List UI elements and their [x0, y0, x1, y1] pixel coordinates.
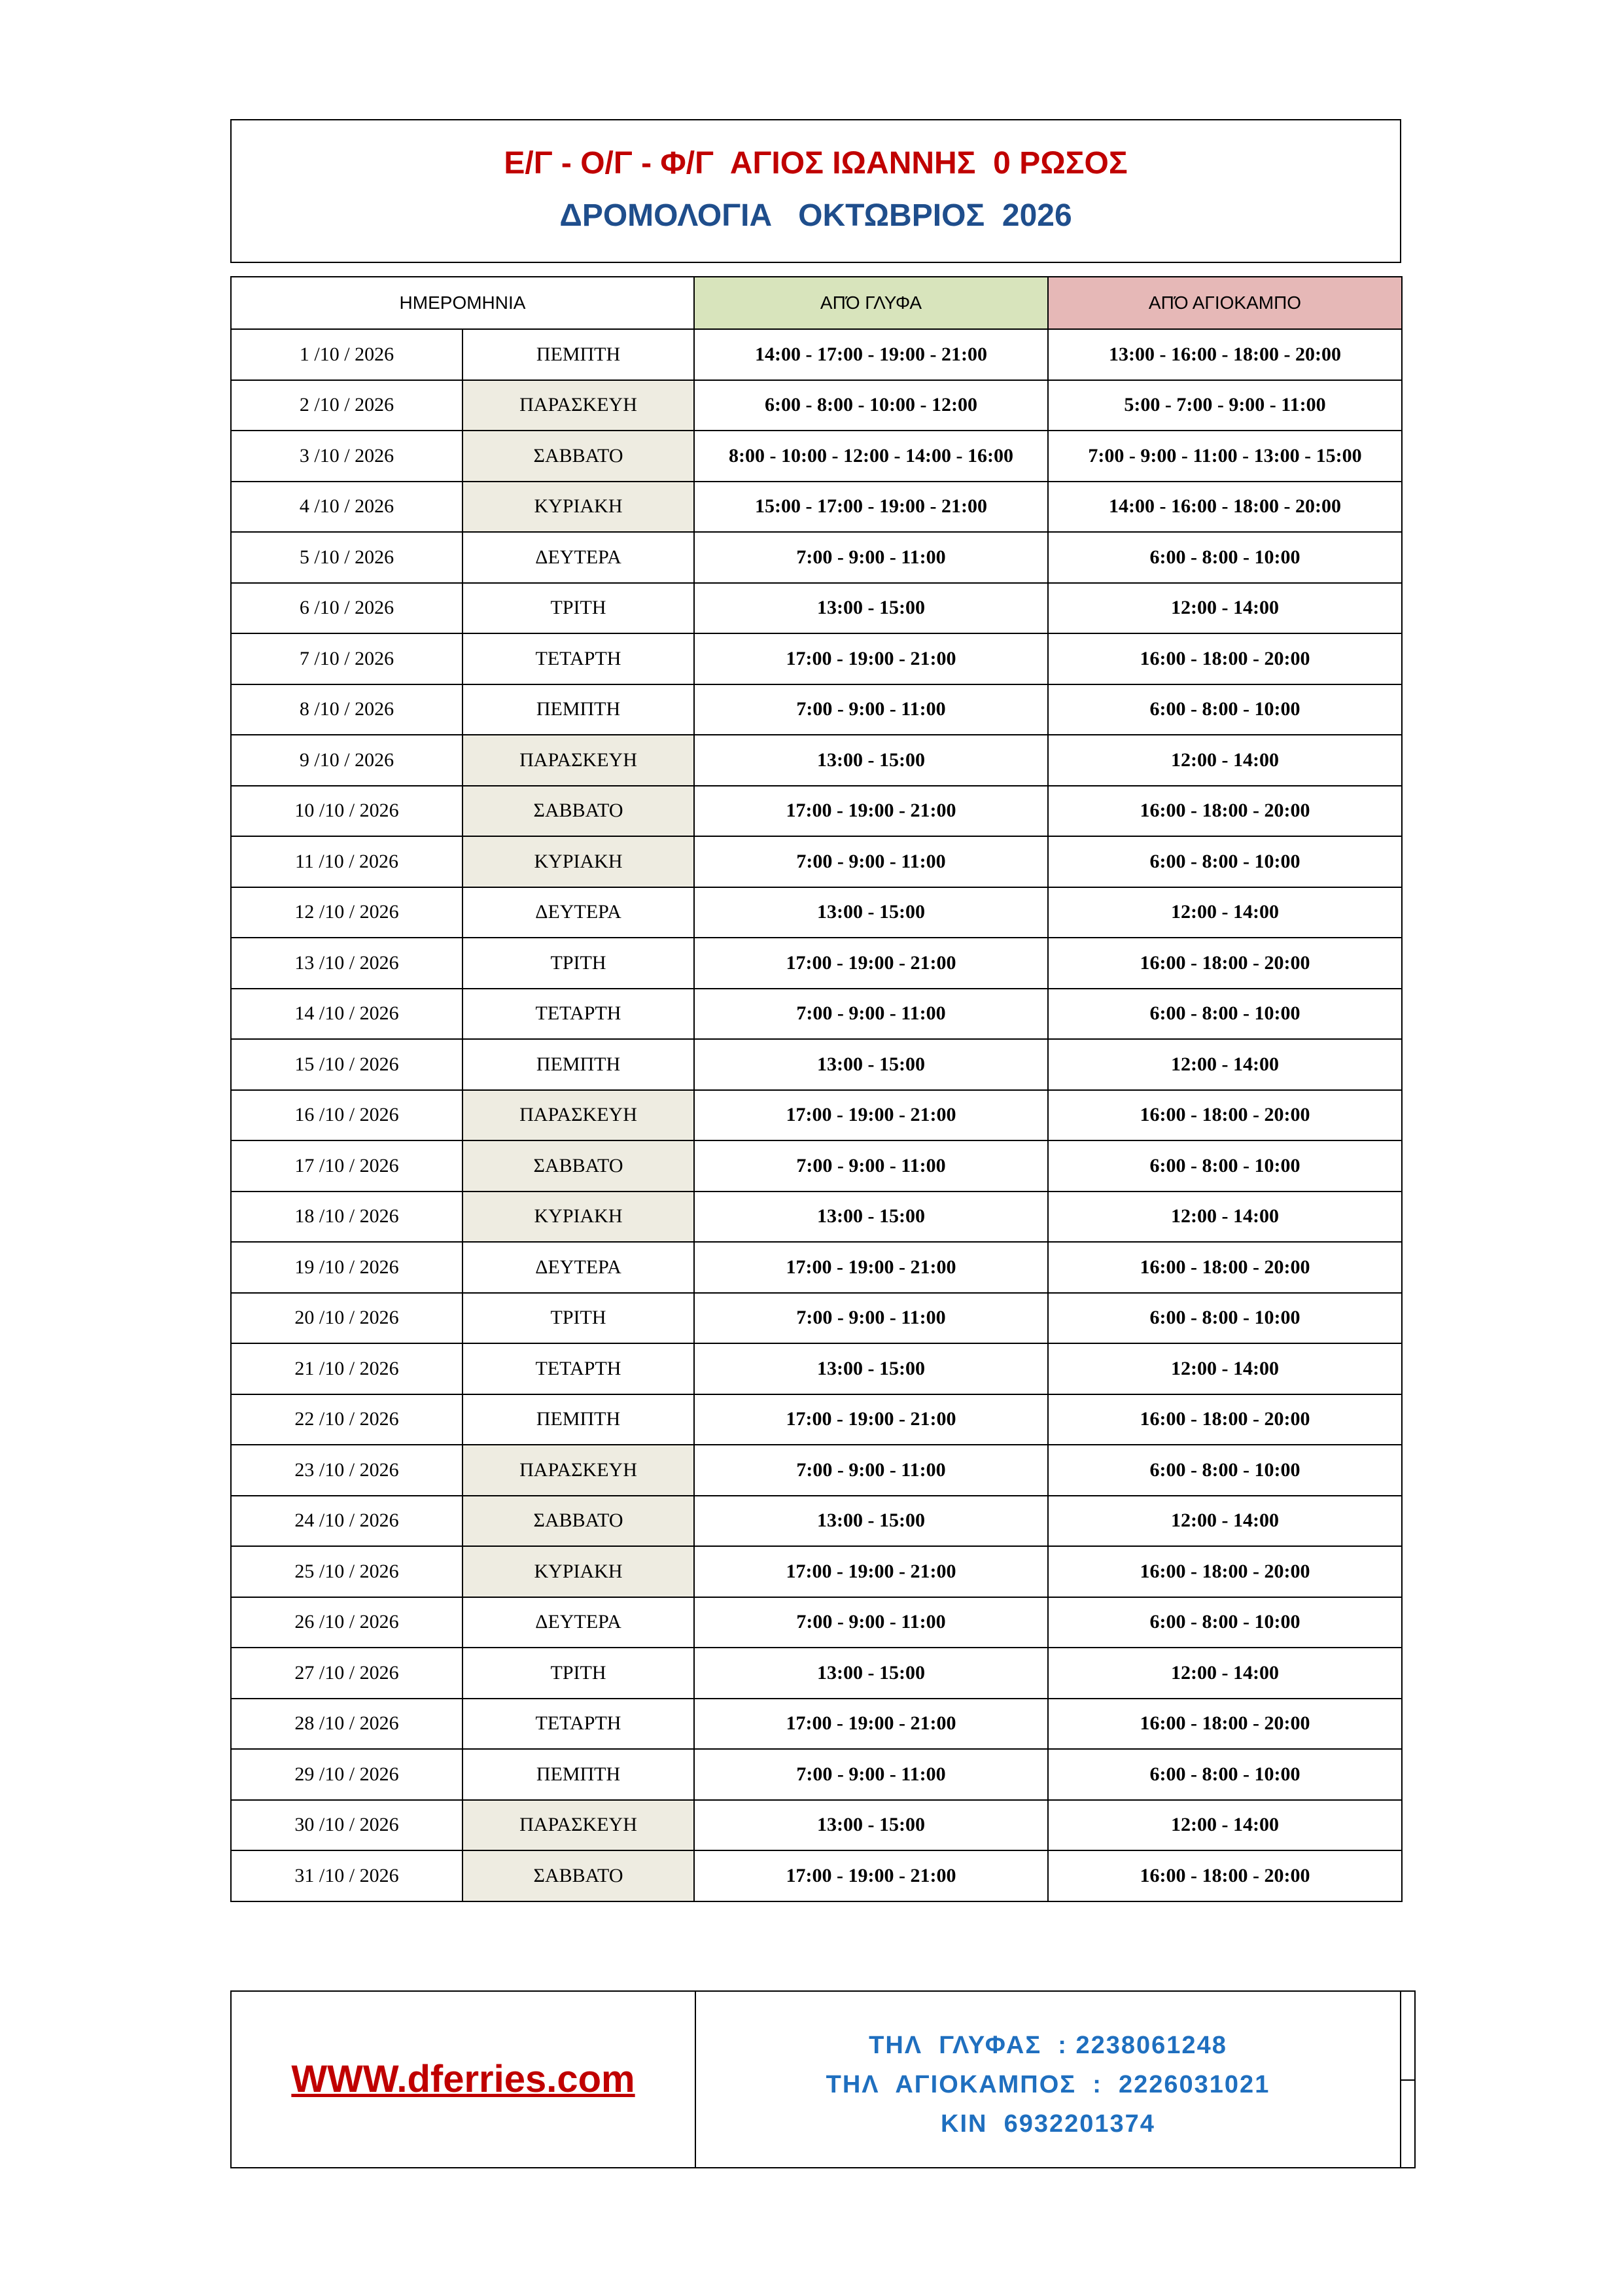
day-cell: ΤΡΙΤΗ — [462, 583, 694, 634]
glyfa-times-cell: 17:00 - 19:00 - 21:00 — [694, 1850, 1048, 1901]
agiokampo-times-cell: 12:00 - 14:00 — [1048, 735, 1402, 786]
date-cell: 7 /10 / 2026 — [231, 633, 462, 684]
day-cell: ΣΑΒΒΑΤΟ — [462, 1850, 694, 1901]
date-cell: 2 /10 / 2026 — [231, 380, 462, 431]
day-cell: ΠΑΡΑΣΚΕΥΗ — [462, 735, 694, 786]
glyfa-times-cell: 7:00 - 9:00 - 11:00 — [694, 1140, 1048, 1192]
glyfa-times-cell: 8:00 - 10:00 - 12:00 - 14:00 - 16:00 — [694, 431, 1048, 482]
agiokampo-times-cell: 12:00 - 14:00 — [1048, 887, 1402, 938]
column-header-from-agiokampo: ΑΠΌ ΑΓΙΟΚΑΜΠΟ — [1048, 277, 1402, 329]
date-cell: 21 /10 / 2026 — [231, 1343, 462, 1394]
day-cell: ΚΥΡΙΑΚΗ — [462, 1192, 694, 1243]
date-cell: 1 /10 / 2026 — [231, 329, 462, 380]
table-row — [231, 989, 1402, 1040]
schedule-body — [231, 329, 1402, 1901]
glyfa-times-cell: 6:00 - 8:00 - 10:00 - 12:00 — [694, 380, 1048, 431]
day-cell: ΤΡΙΤΗ — [462, 938, 694, 989]
date-cell: 19 /10 / 2026 — [231, 1242, 462, 1293]
date-cell: 5 /10 / 2026 — [231, 532, 462, 583]
glyfa-times-cell: 7:00 - 9:00 - 11:00 — [694, 1597, 1048, 1648]
column-header-from-glyfa: ΑΠΌ ΓΛΥΦΑ — [694, 277, 1048, 329]
date-cell: 6 /10 / 2026 — [231, 583, 462, 634]
day-cell: ΣΑΒΒΑΤΟ — [462, 1140, 694, 1192]
agiokampo-times-cell: 6:00 - 8:00 - 10:00 — [1048, 1445, 1402, 1496]
day-cell: ΚΥΡΙΑΚΗ — [462, 482, 694, 533]
date-cell: 14 /10 / 2026 — [231, 989, 462, 1040]
agiokampo-times-cell: 12:00 - 14:00 — [1048, 1496, 1402, 1547]
glyfa-times-cell: 13:00 - 15:00 — [694, 1343, 1048, 1394]
date-cell: 16 /10 / 2026 — [231, 1090, 462, 1141]
table-row — [231, 1039, 1402, 1090]
glyfa-times-cell: 13:00 - 15:00 — [694, 1192, 1048, 1243]
day-cell: ΠΕΜΠΤΗ — [462, 1039, 694, 1090]
glyfa-times-cell: 13:00 - 15:00 — [694, 1496, 1048, 1547]
agiokampo-times-cell: 6:00 - 8:00 - 10:00 — [1048, 532, 1402, 583]
table-row — [231, 1293, 1402, 1344]
date-cell: 9 /10 / 2026 — [231, 735, 462, 786]
agiokampo-times-cell: 6:00 - 8:00 - 10:00 — [1048, 1597, 1402, 1648]
glyfa-times-cell: 17:00 - 19:00 - 21:00 — [694, 1394, 1048, 1445]
date-cell: 27 /10 / 2026 — [231, 1648, 462, 1699]
glyfa-times-cell: 7:00 - 9:00 - 11:00 — [694, 532, 1048, 583]
date-cell: 26 /10 / 2026 — [231, 1597, 462, 1648]
glyfa-times-cell: 17:00 - 19:00 - 21:00 — [694, 1090, 1048, 1141]
date-cell: 8 /10 / 2026 — [231, 684, 462, 735]
agiokampo-times-cell: 5:00 - 7:00 - 9:00 - 11:00 — [1048, 380, 1402, 431]
agiokampo-times-cell: 7:00 - 9:00 - 11:00 - 13:00 - 15:00 — [1048, 431, 1402, 482]
glyfa-times-cell: 7:00 - 9:00 - 11:00 — [694, 989, 1048, 1040]
agiokampo-times-cell: 16:00 - 18:00 - 20:00 — [1048, 1090, 1402, 1141]
agiokampo-times-cell: 16:00 - 18:00 - 20:00 — [1048, 1699, 1402, 1750]
glyfa-times-cell: 15:00 - 17:00 - 19:00 - 21:00 — [694, 482, 1048, 533]
table-row — [231, 836, 1402, 887]
agiokampo-times-cell: 16:00 - 18:00 - 20:00 — [1048, 1850, 1402, 1901]
day-cell: ΠΑΡΑΣΚΕΥΗ — [462, 1445, 694, 1496]
table-row — [231, 1800, 1402, 1851]
contact-info — [696, 2026, 1400, 2144]
footer-side-divider — [1401, 2079, 1416, 2081]
day-cell: ΚΥΡΙΑΚΗ — [462, 836, 694, 887]
day-cell: ΣΑΒΒΑΤΟ — [462, 431, 694, 482]
glyfa-times-cell: 13:00 - 15:00 — [694, 1039, 1048, 1090]
day-cell: ΠΑΡΑΣΚΕΥΗ — [462, 1800, 694, 1851]
agiokampo-times-cell: 14:00 - 16:00 - 18:00 - 20:00 — [1048, 482, 1402, 533]
website-link[interactable]: WWW.dferries.com — [291, 2058, 635, 2100]
date-cell: 29 /10 / 2026 — [231, 1749, 462, 1800]
agiokampo-times-cell: 12:00 - 14:00 — [1048, 1343, 1402, 1394]
date-cell: 18 /10 / 2026 — [231, 1192, 462, 1243]
agiokampo-times-cell: 16:00 - 18:00 - 20:00 — [1048, 1242, 1402, 1293]
day-cell: ΔΕΥΤΕΡΑ — [462, 887, 694, 938]
date-cell: 25 /10 / 2026 — [231, 1546, 462, 1597]
day-cell: ΤΕΤΑΡΤΗ — [462, 633, 694, 684]
table-row — [231, 786, 1402, 837]
date-cell: 31 /10 / 2026 — [231, 1850, 462, 1901]
agiokampo-times-cell: 13:00 - 16:00 - 18:00 - 20:00 — [1048, 329, 1402, 380]
glyfa-times-cell: 14:00 - 17:00 - 19:00 - 21:00 — [694, 329, 1048, 380]
table-row — [231, 633, 1402, 684]
phone-agiokampos: ΤΗΛ ΑΓΙΟΚΑΜΠΟΣ : 2226031021 — [826, 2071, 1270, 2098]
table-row — [231, 1343, 1402, 1394]
day-cell: ΤΡΙΤΗ — [462, 1293, 694, 1344]
table-row — [231, 1445, 1402, 1496]
glyfa-times-cell: 13:00 - 15:00 — [694, 1648, 1048, 1699]
glyfa-times-cell: 17:00 - 19:00 - 21:00 — [694, 786, 1048, 837]
day-cell: ΤΕΤΑΡΤΗ — [462, 1343, 694, 1394]
agiokampo-times-cell: 12:00 - 14:00 — [1048, 1192, 1402, 1243]
glyfa-times-cell: 13:00 - 15:00 — [694, 887, 1048, 938]
agiokampo-times-cell: 16:00 - 18:00 - 20:00 — [1048, 1546, 1402, 1597]
page-subtitle: ΔΡΟΜΟΛΟΓΙΑ ΟΚΤΩΒΡΙΟΣ 2026 — [559, 198, 1072, 233]
glyfa-times-cell: 13:00 - 15:00 — [694, 1800, 1048, 1851]
agiokampo-times-cell: 6:00 - 8:00 - 10:00 — [1048, 1293, 1402, 1344]
table-row — [231, 1496, 1402, 1547]
day-cell: ΚΥΡΙΑΚΗ — [462, 1546, 694, 1597]
agiokampo-times-cell: 12:00 - 14:00 — [1048, 1039, 1402, 1090]
day-cell: ΔΕΥΤΕΡΑ — [462, 1242, 694, 1293]
table-row — [231, 1597, 1402, 1648]
agiokampo-times-cell: 16:00 - 18:00 - 20:00 — [1048, 633, 1402, 684]
date-cell: 24 /10 / 2026 — [231, 1496, 462, 1547]
agiokampo-times-cell: 16:00 - 18:00 - 20:00 — [1048, 1394, 1402, 1445]
schedule-table — [230, 276, 1403, 1902]
table-row — [231, 1546, 1402, 1597]
table-row — [231, 1242, 1402, 1293]
day-cell: ΤΡΙΤΗ — [462, 1648, 694, 1699]
day-cell: ΣΑΒΒΑΤΟ — [462, 1496, 694, 1547]
table-row — [231, 329, 1402, 380]
table-row — [231, 431, 1402, 482]
date-cell: 15 /10 / 2026 — [231, 1039, 462, 1090]
glyfa-times-cell: 17:00 - 19:00 - 21:00 — [694, 1699, 1048, 1750]
date-cell: 22 /10 / 2026 — [231, 1394, 462, 1445]
phone-glyfa: ΤΗΛ ΓΛΥΦΑΣ : 2238061248 — [869, 2032, 1227, 2059]
day-cell: ΣΑΒΒΑΤΟ — [462, 786, 694, 837]
date-cell: 23 /10 / 2026 — [231, 1445, 462, 1496]
table-row — [231, 380, 1402, 431]
day-cell: ΠΑΡΑΣΚΕΥΗ — [462, 1090, 694, 1141]
table-row — [231, 684, 1402, 735]
table-row — [231, 1394, 1402, 1445]
table-header-row — [231, 277, 1402, 329]
footer-box — [230, 1990, 1401, 2168]
table-row — [231, 1749, 1402, 1800]
agiokampo-times-cell: 16:00 - 18:00 - 20:00 — [1048, 938, 1402, 989]
table-row — [231, 938, 1402, 989]
day-cell: ΠΑΡΑΣΚΕΥΗ — [462, 380, 694, 431]
glyfa-times-cell: 13:00 - 15:00 — [694, 735, 1048, 786]
table-row — [231, 1140, 1402, 1192]
agiokampo-times-cell: 6:00 - 8:00 - 10:00 — [1048, 684, 1402, 735]
date-cell: 28 /10 / 2026 — [231, 1699, 462, 1750]
glyfa-times-cell: 13:00 - 15:00 — [694, 583, 1048, 634]
table-row — [231, 735, 1402, 786]
table-row — [231, 482, 1402, 533]
date-cell: 30 /10 / 2026 — [231, 1800, 462, 1851]
table-row — [231, 532, 1402, 583]
date-cell: 17 /10 / 2026 — [231, 1140, 462, 1192]
date-cell: 11 /10 / 2026 — [231, 836, 462, 887]
header-box — [230, 119, 1401, 263]
agiokampo-times-cell: 6:00 - 8:00 - 10:00 — [1048, 836, 1402, 887]
glyfa-times-cell: 7:00 - 9:00 - 11:00 — [694, 836, 1048, 887]
table-row — [231, 1648, 1402, 1699]
table-row — [231, 887, 1402, 938]
day-cell: ΔΕΥΤΕΡΑ — [462, 1597, 694, 1648]
agiokampo-times-cell: 6:00 - 8:00 - 10:00 — [1048, 1749, 1402, 1800]
day-cell: ΤΕΤΑΡΤΗ — [462, 1699, 694, 1750]
day-cell: ΔΕΥΤΕΡΑ — [462, 532, 694, 583]
day-cell: ΠΕΜΠΤΗ — [462, 684, 694, 735]
date-cell: 10 /10 / 2026 — [231, 786, 462, 837]
table-row — [231, 1699, 1402, 1750]
page-title: Ε/Γ - Ο/Γ - Φ/Γ ΑΓΙΟΣ ΙΩΑΝΝΗΣ 0 ΡΩΣΟΣ — [504, 146, 1128, 181]
agiokampo-times-cell: 12:00 - 14:00 — [1048, 1800, 1402, 1851]
glyfa-times-cell: 7:00 - 9:00 - 11:00 — [694, 1445, 1048, 1496]
date-cell: 20 /10 / 2026 — [231, 1293, 462, 1344]
glyfa-times-cell: 17:00 - 19:00 - 21:00 — [694, 1242, 1048, 1293]
date-cell: 4 /10 / 2026 — [231, 482, 462, 533]
table-row — [231, 1850, 1402, 1901]
day-cell: ΠΕΜΠΤΗ — [462, 329, 694, 380]
table-row — [231, 1090, 1402, 1141]
glyfa-times-cell: 17:00 - 19:00 - 21:00 — [694, 938, 1048, 989]
day-cell: ΠΕΜΠΤΗ — [462, 1749, 694, 1800]
day-cell: ΠΕΜΠΤΗ — [462, 1394, 694, 1445]
agiokampo-times-cell: 16:00 - 18:00 - 20:00 — [1048, 786, 1402, 837]
date-cell: 12 /10 / 2026 — [231, 887, 462, 938]
glyfa-times-cell: 17:00 - 19:00 - 21:00 — [694, 633, 1048, 684]
glyfa-times-cell: 17:00 - 19:00 - 21:00 — [694, 1546, 1048, 1597]
agiokampo-times-cell: 12:00 - 14:00 — [1048, 583, 1402, 634]
agiokampo-times-cell: 6:00 - 8:00 - 10:00 — [1048, 1140, 1402, 1192]
mobile-phone: ΚΙΝ 6932201374 — [941, 2110, 1155, 2138]
glyfa-times-cell: 7:00 - 9:00 - 11:00 — [694, 1293, 1048, 1344]
date-cell: 13 /10 / 2026 — [231, 938, 462, 989]
table-row — [231, 1192, 1402, 1243]
glyfa-times-cell: 7:00 - 9:00 - 11:00 — [694, 684, 1048, 735]
table-row — [231, 583, 1402, 634]
column-header-date: ΗΜΕΡΟΜΗΝΙΑ — [231, 277, 694, 329]
date-cell: 3 /10 / 2026 — [231, 431, 462, 482]
agiokampo-times-cell: 6:00 - 8:00 - 10:00 — [1048, 989, 1402, 1040]
glyfa-times-cell: 7:00 - 9:00 - 11:00 — [694, 1749, 1048, 1800]
day-cell: ΤΕΤΑΡΤΗ — [462, 989, 694, 1040]
agiokampo-times-cell: 12:00 - 14:00 — [1048, 1648, 1402, 1699]
